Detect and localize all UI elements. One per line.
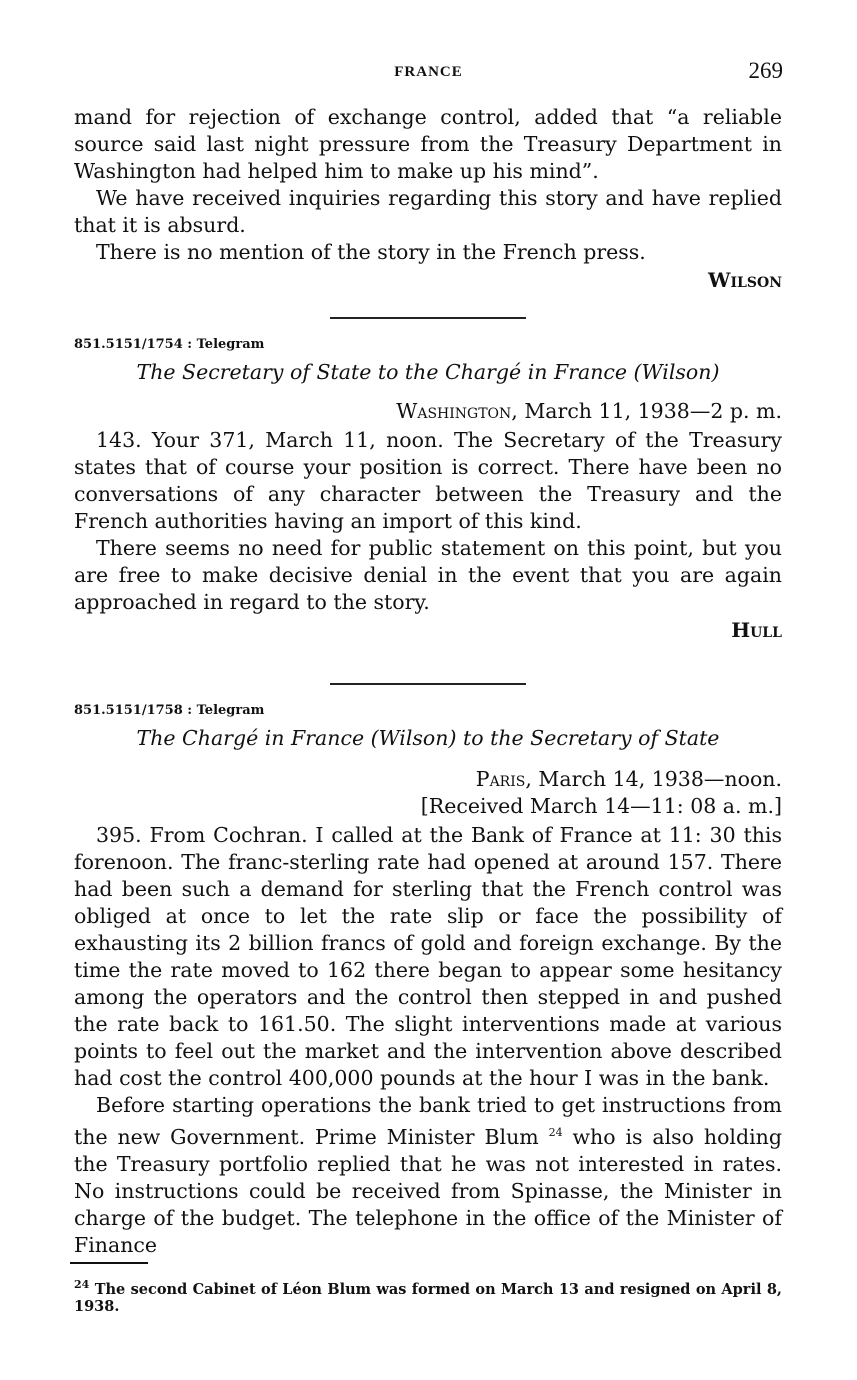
- paragraph: mand for rejection of exchange control, added that “a reliable source said last night pressure from the Treasury Department in Washington had helped him to make up his mind”.: [74, 105, 782, 183]
- document-title: The Chargé in France (Wilson) to the Secretary of State: [136, 726, 720, 750]
- paragraph: We have received inquiries regarding this story and have replied that it is absurd.: [74, 186, 782, 237]
- running-title: FRANCE: [394, 64, 463, 80]
- footnote-text: The second Cabinet of Léon Blum was formed on March 13 and resigned on April 8, 1938.: [74, 1280, 782, 1315]
- running-head: [0, 60, 857, 86]
- section-divider: [330, 317, 526, 319]
- dateline-date: , March 14, 1938—noon.: [525, 767, 782, 791]
- document-title: The Secretary of State to the Chargé in France (Wilson): [136, 360, 720, 384]
- file-number: 851.5151/1758 : Telegram: [74, 703, 265, 718]
- dateline-place: Washington: [396, 399, 512, 423]
- footnote-reference: 24: [548, 1126, 563, 1139]
- file-number: 851.5151/1754 : Telegram: [74, 337, 265, 352]
- paragraph-part: who is also holding the Treasury portfolio replied that he was not interested in rates. No instructions could be received from Spinasse, the Minister in charge of the budget. The telephone in the office of the Minister of Finance: [74, 1124, 782, 1257]
- paragraph: 395. From Cochran. I called at the Bank of France at 11: 30 this forenoon. The franc-sterling rate had opened at around 157. There had been such a demand for sterling that the French control was obliged at once to let the rate slip or face the possibility of exhausting its 2 billion francs of gold and foreign exchange. By the time the rate moved to 162 there began to appear some hesitancy among the operators and the control then stepped in and pushed the rate back to 161.50. The slight interventions made at various points to feel out the market and the intervention above described had cost the control 400,000 pounds at the hour I was in the bank.: [74, 823, 782, 1090]
- dateline-date: , March 11, 1938—2 p. m.: [511, 399, 782, 423]
- paragraph: 143. Your 371, March 11, noon. The Secretary of the Treasury states that of course your position is correct. There have been no conversations of any character between the Treasury and the French authorities having an import of this kind.: [74, 428, 782, 533]
- section-divider: [330, 683, 526, 685]
- signature: Wilson: [708, 268, 782, 292]
- document-telegram-1754: [74, 337, 782, 642]
- footnote: [74, 1276, 782, 1315]
- page-number: 269: [748, 58, 783, 83]
- paragraph: [74, 1092, 782, 1259]
- footnote-marker: 24: [74, 1278, 90, 1291]
- footnote-divider: [70, 1262, 148, 1264]
- dateline-place: Paris: [475, 767, 526, 791]
- paragraph: There seems no need for public statement on this point, but you are free to make decisive denial in the event that you are again approached in regard to the story.: [74, 536, 782, 614]
- signature: Hull: [731, 618, 782, 642]
- paragraph: There is no mention of the story in the French press.: [96, 240, 646, 264]
- paragraph-part: Before starting operations the bank tried to get instructions from the new Government. Prime Minister Blum: [74, 1093, 782, 1149]
- dateline: [74, 398, 782, 425]
- continuation-section: [74, 104, 782, 292]
- document-telegram-1758: [74, 703, 782, 1259]
- received-line: [Received March 14—11: 08 a. m.]: [420, 794, 782, 818]
- dateline: [74, 766, 782, 793]
